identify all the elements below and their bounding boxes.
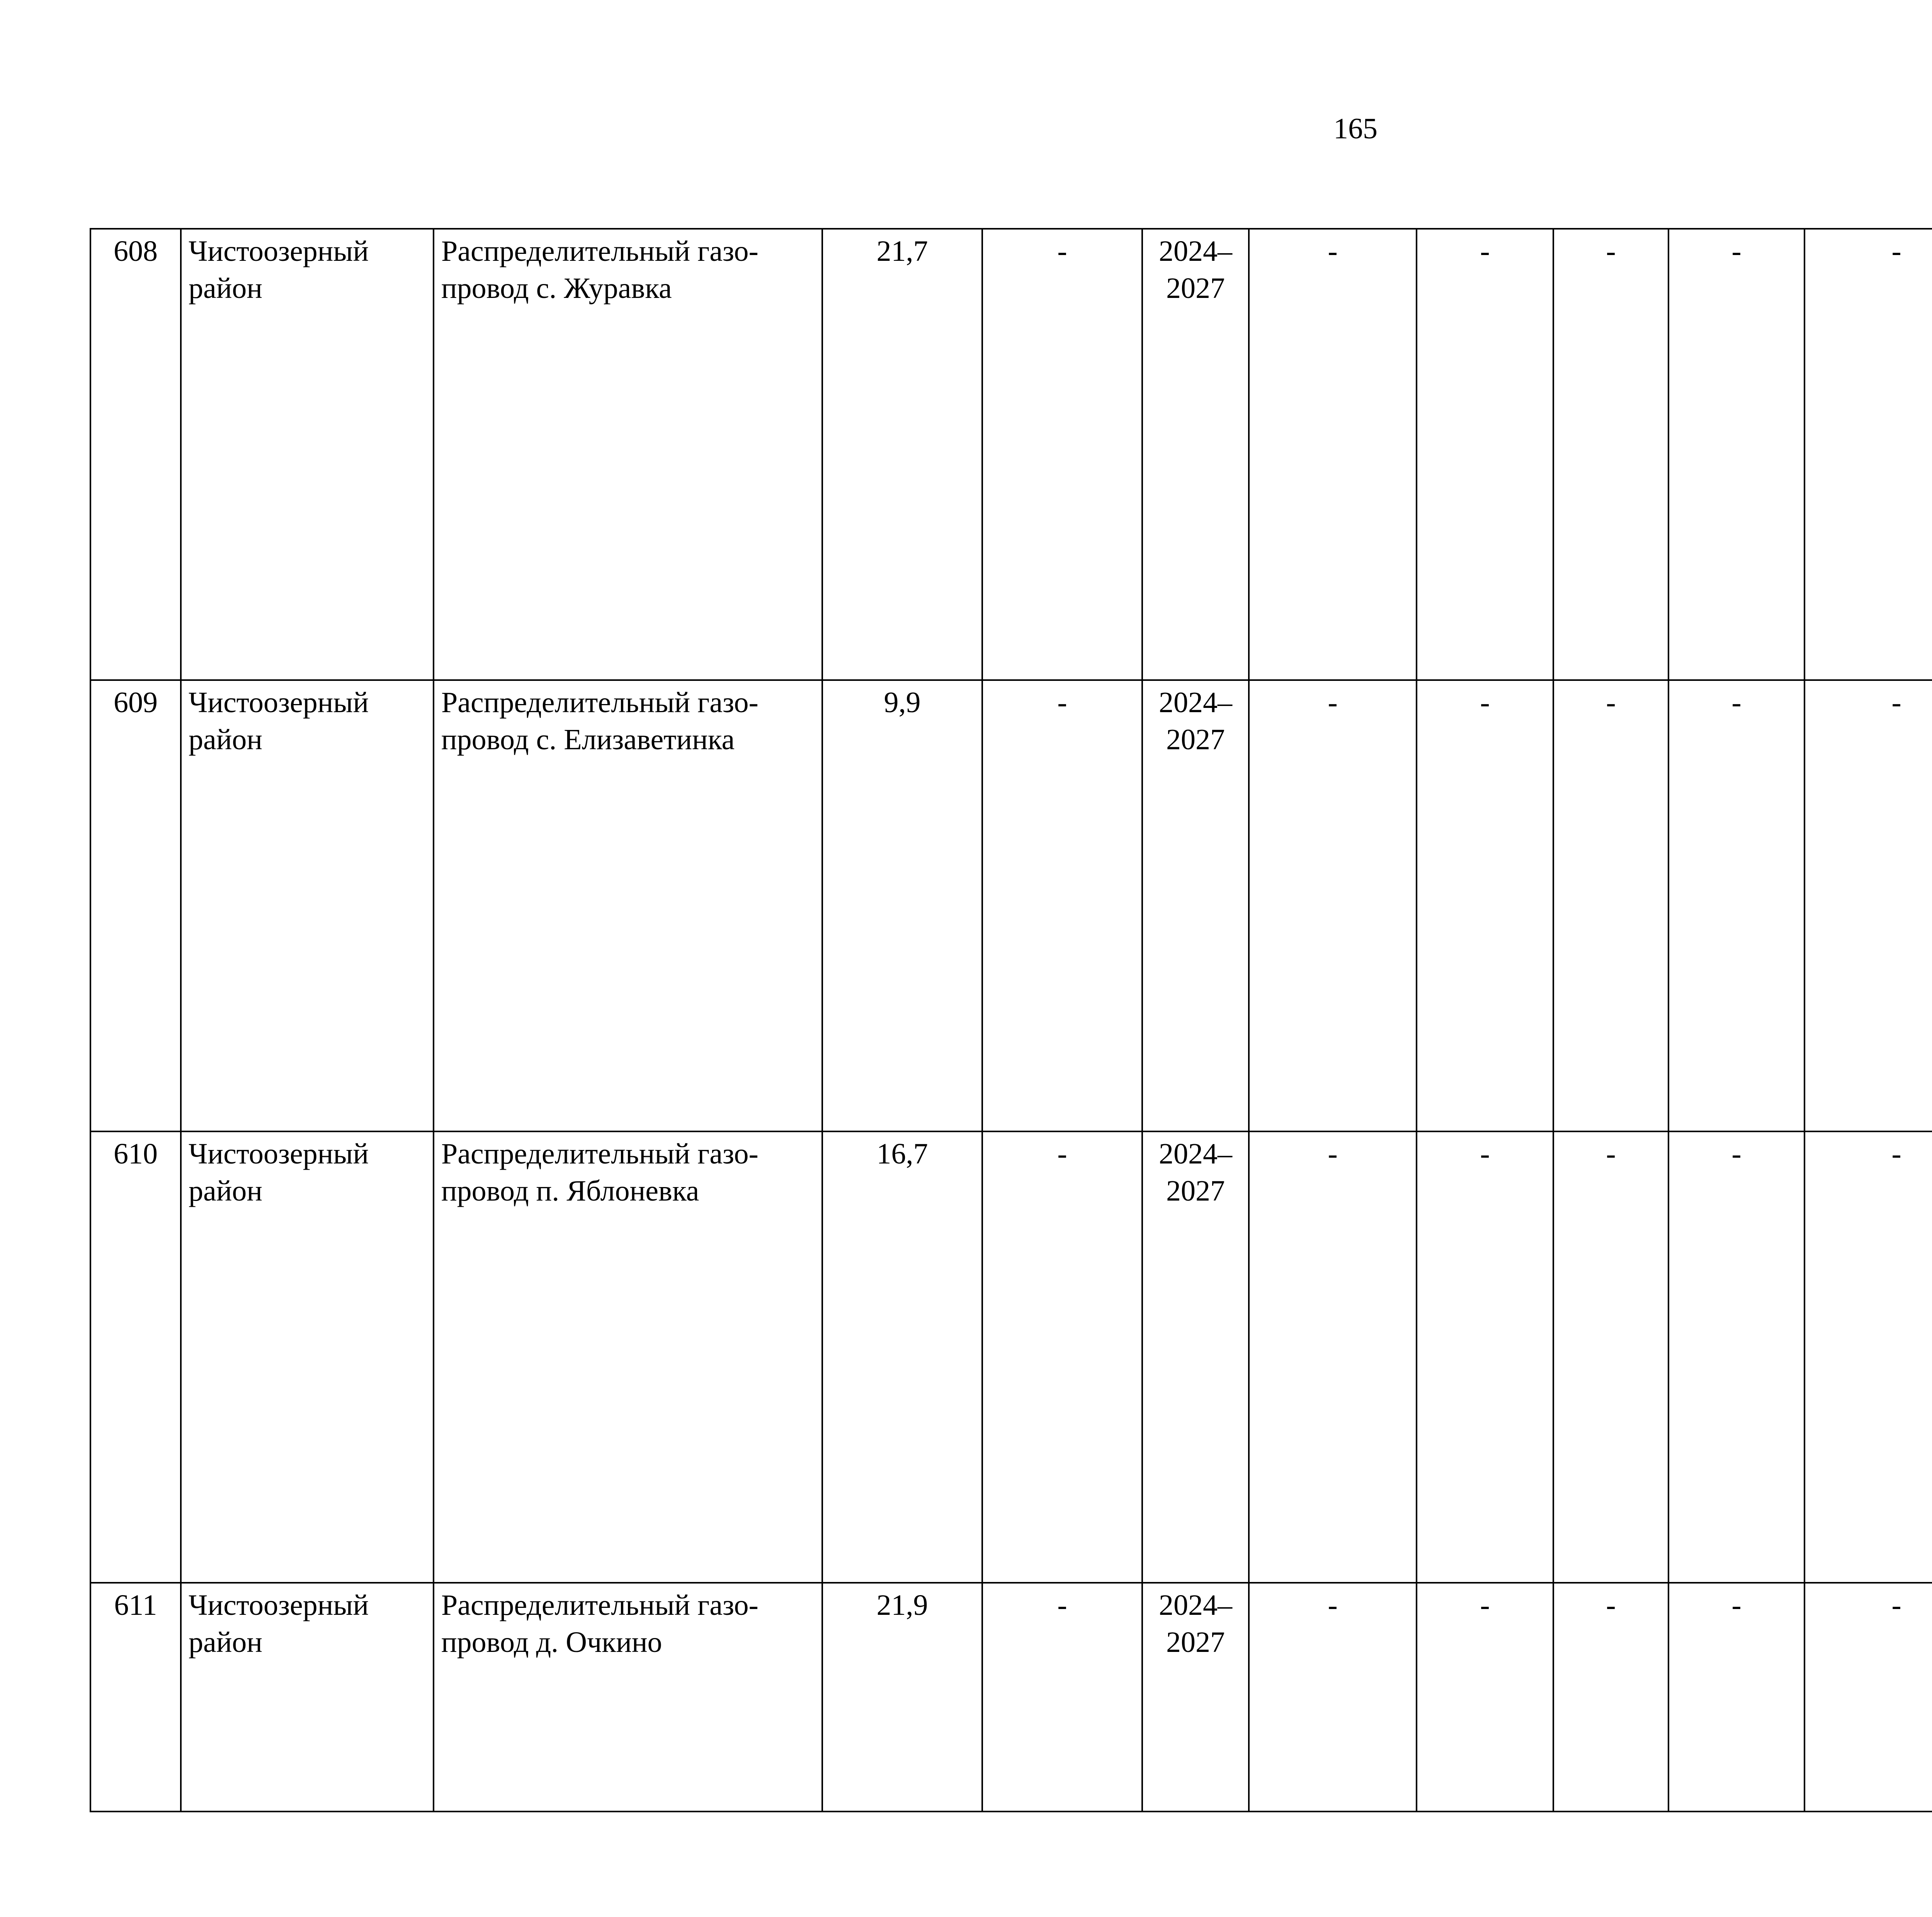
cell-text: -	[1328, 1589, 1338, 1621]
cell-text: -	[1480, 1589, 1490, 1621]
value-cell	[1553, 1131, 1668, 1583]
cell-text-line: 2027	[1166, 1626, 1225, 1658]
value-cell	[1668, 1583, 1804, 1812]
value-cell	[1417, 229, 1553, 680]
cell-text-line: Распределительный газо-	[441, 1589, 759, 1621]
cell-text-line: 2027	[1166, 1175, 1225, 1207]
cell-text: 9,9	[884, 686, 921, 719]
cell-text-line: Чистоозерный	[189, 686, 369, 719]
cell-text-line: Распределительный газо-	[441, 1138, 759, 1170]
cell-text-line: провод с. Журавка	[441, 272, 672, 304]
table-row	[90, 1131, 1932, 1583]
cell-text-line: 2024–	[1159, 1589, 1232, 1621]
cell-text: -	[1891, 1138, 1901, 1170]
cell-text-line: Чистоозерный	[189, 1589, 369, 1621]
value-cell	[1804, 680, 1932, 1131]
cell-text: -	[1328, 1138, 1338, 1170]
length-cell	[822, 229, 982, 680]
value-cell	[1249, 229, 1417, 680]
row-number-cell	[90, 680, 181, 1131]
cell-text: -	[1731, 1138, 1742, 1170]
value-cell	[1668, 680, 1804, 1131]
cell-text: -	[1057, 1138, 1067, 1170]
row-number-cell	[90, 1131, 181, 1583]
cell-text-line: район	[189, 272, 263, 304]
object-name-cell	[434, 1131, 822, 1583]
value-cell	[1249, 680, 1417, 1131]
row-number-cell	[90, 229, 181, 680]
district-cell	[181, 1583, 434, 1812]
cell-text-line: район	[189, 723, 263, 756]
cell-text: 609	[114, 686, 158, 719]
cell-text: -	[1328, 235, 1338, 267]
cell-text-line: район	[189, 1626, 263, 1658]
cell-text-line: район	[189, 1175, 263, 1207]
row-number-cell	[90, 1583, 181, 1812]
cell-text-line: 2027	[1166, 723, 1225, 756]
period-cell	[1142, 680, 1249, 1131]
object-name-cell	[434, 1583, 822, 1812]
cell-text: 608	[114, 235, 158, 267]
cell-text: -	[1480, 235, 1490, 267]
cell-text-line: провод д. Очкино	[441, 1626, 662, 1658]
value-cell	[982, 1131, 1142, 1583]
district-cell	[181, 1131, 434, 1583]
table-row	[90, 1583, 1932, 1812]
cell-text-line: Чистоозерный	[189, 1138, 369, 1170]
value-cell	[1417, 1131, 1553, 1583]
cell-text: -	[1891, 686, 1901, 719]
value-cell	[1668, 1131, 1804, 1583]
value-cell	[1553, 680, 1668, 1131]
value-cell	[1417, 1583, 1553, 1812]
cell-text-line: Чистоозерный	[189, 235, 369, 267]
cell-text-line: 2024–	[1159, 1138, 1232, 1170]
value-cell	[1249, 1131, 1417, 1583]
cell-text-line: Распределительный газо-	[441, 235, 759, 267]
length-cell	[822, 680, 982, 1131]
district-cell	[181, 229, 434, 680]
object-name-cell	[434, 229, 822, 680]
table-body	[90, 229, 1932, 1812]
cell-text: -	[1891, 1589, 1901, 1621]
cell-text: -	[1057, 686, 1067, 719]
value-cell	[1417, 680, 1553, 1131]
cell-text: 611	[114, 1589, 157, 1621]
table-row	[90, 229, 1932, 680]
cell-text: 21,9	[876, 1589, 928, 1621]
period-cell	[1142, 229, 1249, 680]
district-cell	[181, 680, 434, 1131]
cell-text: -	[1480, 686, 1490, 719]
length-cell	[822, 1583, 982, 1812]
cell-text: -	[1480, 1138, 1490, 1170]
cell-text: -	[1731, 235, 1742, 267]
cell-text: -	[1731, 1589, 1742, 1621]
value-cell	[982, 1583, 1142, 1812]
cell-text: -	[1606, 1589, 1616, 1621]
cell-text: -	[1731, 686, 1742, 719]
object-name-cell	[434, 680, 822, 1131]
cell-text: -	[1606, 235, 1616, 267]
cell-text: -	[1606, 686, 1616, 719]
cell-text: -	[1057, 235, 1067, 267]
gasification-table	[90, 228, 1932, 1812]
cell-text-line: Распределительный газо-	[441, 686, 759, 719]
value-cell	[982, 229, 1142, 680]
value-cell	[1804, 229, 1932, 680]
value-cell	[982, 680, 1142, 1131]
length-cell	[822, 1131, 982, 1583]
cell-text: 610	[114, 1138, 158, 1170]
cell-text: -	[1328, 686, 1338, 719]
cell-text: 21,7	[876, 235, 928, 267]
cell-text-line: провод п. Яблоневка	[441, 1175, 699, 1207]
cell-text-line: 2024–	[1159, 686, 1232, 719]
cell-text-line: 2024–	[1159, 235, 1232, 267]
value-cell	[1553, 1583, 1668, 1812]
value-cell	[1804, 1583, 1932, 1812]
table-row	[90, 680, 1932, 1131]
value-cell	[1553, 229, 1668, 680]
value-cell	[1804, 1131, 1932, 1583]
cell-text: -	[1606, 1138, 1616, 1170]
cell-text: 16,7	[876, 1138, 928, 1170]
page-number: 165	[1333, 112, 1378, 145]
cell-text-line: провод с. Елизаветинка	[441, 723, 735, 756]
value-cell	[1249, 1583, 1417, 1812]
cell-text-line: 2027	[1166, 272, 1225, 304]
cell-text: -	[1057, 1589, 1067, 1621]
period-cell	[1142, 1131, 1249, 1583]
cell-text: -	[1891, 235, 1901, 267]
value-cell	[1668, 229, 1804, 680]
period-cell	[1142, 1583, 1249, 1812]
